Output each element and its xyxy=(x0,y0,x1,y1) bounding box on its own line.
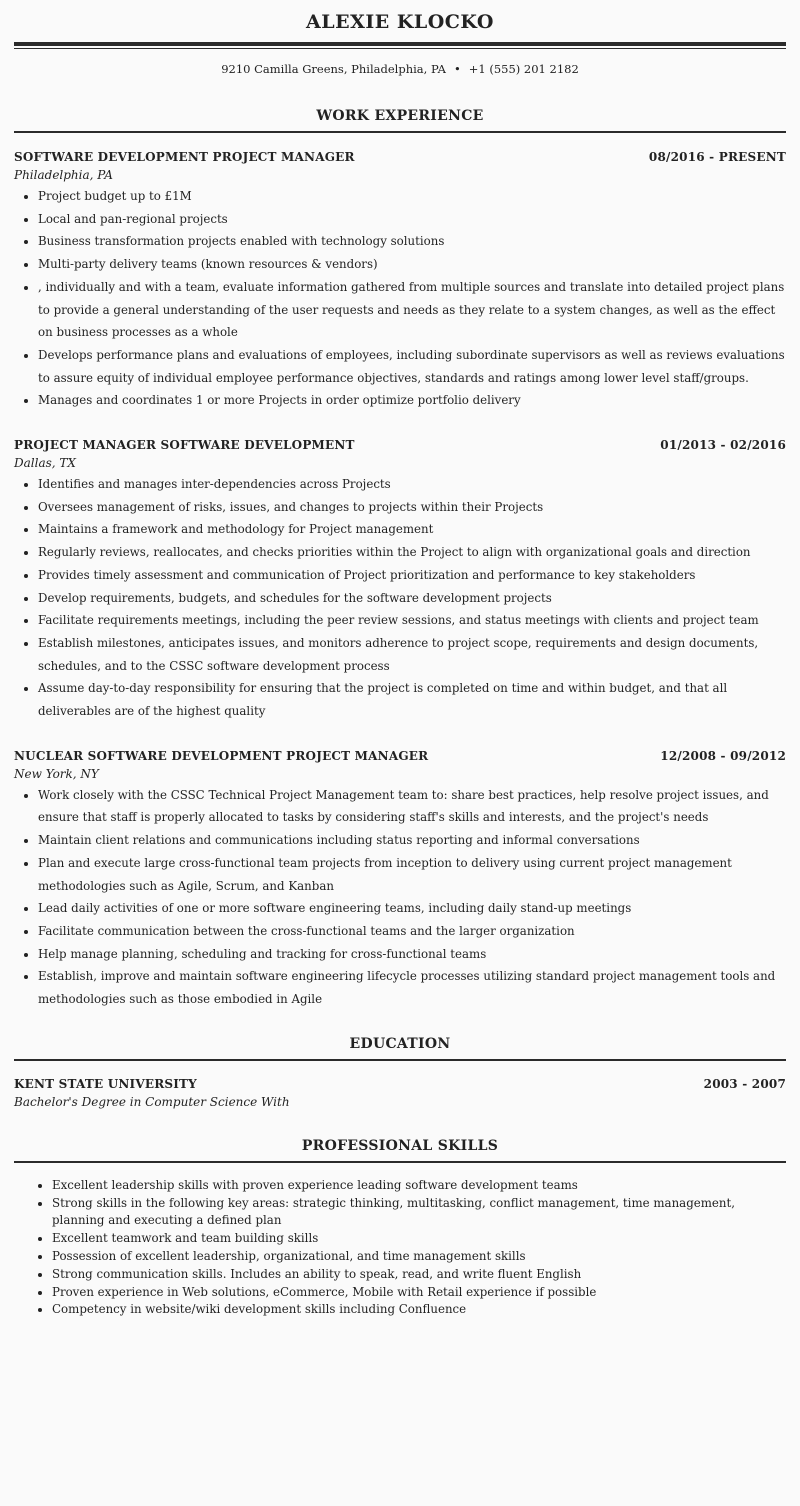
section-title-education: EDUCATION xyxy=(349,1035,451,1052)
contact-separator: • xyxy=(453,62,461,76)
duty-item: • Manages and coordinates 1 or more Projects in order optimize portfolio delivery xyxy=(38,389,786,412)
skill-item: • Strong communication skills. Includes an ability to speak, read, and write fluent English xyxy=(52,1266,786,1284)
job-header xyxy=(14,437,786,453)
phone: +1 (555) 201 2182 xyxy=(468,62,579,76)
education-section xyxy=(14,1035,786,1110)
header-rule-thin xyxy=(14,48,786,49)
skill-item: • Competency in website/wiki development skills including Confluence xyxy=(52,1301,786,1319)
job-header xyxy=(14,149,786,165)
job-entry xyxy=(14,437,786,723)
work-experience-section xyxy=(14,107,786,1011)
job-location: Philadelphia, PA xyxy=(14,168,113,182)
education-entry-header xyxy=(14,1076,786,1092)
skill-item: • Excellent leadership skills with proven experience leading software development teams xyxy=(52,1177,786,1195)
skill-item: • Strong skills in the following key areas: strategic thinking, multitasking, conflict management, time management, planning and executing a defined plan xyxy=(52,1195,786,1231)
degree: Bachelor's Degree in Computer Science With xyxy=(14,1094,290,1109)
duty-item: • Project budget up to £1M xyxy=(38,185,786,208)
duty-list xyxy=(14,473,786,723)
skills-section xyxy=(14,1137,786,1319)
duty-item: • Facilitate communication between the cross-functional teams and the larger organization xyxy=(38,920,786,943)
section-rule xyxy=(14,1161,786,1163)
duty-item: • Regularly reviews, reallocates, and checks priorities within the Project to align with organizational goals and direction xyxy=(38,541,786,564)
duty-item: • Develop requirements, budgets, and schedules for the software development projects xyxy=(38,587,786,610)
education-dates: 2003 - 2007 xyxy=(703,1076,786,1091)
job-entry xyxy=(14,149,786,412)
job-dates: 08/2016 - PRESENT xyxy=(648,150,786,164)
duty-item: • Work closely with the CSSC Technical Project Management team to: share best practices, help resolve project issues, and ensure that staff is properly allocated to tasks by considering staff's skills and interests, and the project's needs xyxy=(38,784,786,829)
duty-list xyxy=(14,784,786,1011)
job-title: PROJECT MANAGER SOFTWARE DEVELOPMENT xyxy=(14,438,355,453)
duty-item: • Multi-party delivery teams (known resources & vendors) xyxy=(38,253,786,276)
duty-item: • Assume day-to-day responsibility for ensuring that the project is completed on time and within budget, and that all deliverables are of the highest quality xyxy=(38,677,786,722)
job-location: New York, NY xyxy=(14,766,99,781)
section-title-professional-skills: PROFESSIONAL SKILLS xyxy=(301,1137,499,1154)
duty-item: • Identifies and manages inter-dependencies across Projects xyxy=(38,473,786,496)
duty-item: • Maintain client relations and communications including status reporting and informal conversations xyxy=(38,829,786,852)
duty-item: • Business transformation projects enabled with technology solutions xyxy=(38,230,786,253)
duty-item: • Establish milestones, anticipates issues, and monitors adherence to project scope, requirements and design documents, schedules, and to the CSSC software development process xyxy=(38,632,786,677)
skill-item: • Proven experience in Web solutions, eCommerce, Mobile with Retail experience if possible xyxy=(52,1284,786,1302)
section-rule xyxy=(14,131,786,133)
job-dates: 01/2013 - 02/2016 xyxy=(660,438,786,453)
job-title: SOFTWARE DEVELOPMENT PROJECT MANAGER xyxy=(14,150,355,164)
duty-item: • Develops performance plans and evaluations of employees, including subordinate supervisors as well as reviews evaluations to assure equity of individual employee performance objectives, standards and ratings among lower level staff/groups. xyxy=(38,344,786,389)
duty-item: • Plan and execute large cross-functional team projects from inception to delivery using current project management methodologies such as Agile, Scrum, and Kanban xyxy=(38,852,786,897)
duty-item: • Help manage planning, scheduling and tracking for cross-functional teams xyxy=(38,943,786,966)
skills-list xyxy=(14,1177,786,1319)
job-title: NUCLEAR SOFTWARE DEVELOPMENT PROJECT MANAGER xyxy=(14,748,429,763)
duty-item: • Oversees management of risks, issues, and changes to projects within their Projects xyxy=(38,496,786,519)
duty-item: • Facilitate requirements meetings, including the peer review sessions, and status meetings with clients and project team xyxy=(38,609,786,632)
section-title-work-experience: WORK EXPERIENCE xyxy=(316,108,484,124)
duty-item: • Maintains a framework and methodology for Project management xyxy=(38,518,786,541)
duty-item: • Local and pan-regional projects xyxy=(38,208,786,231)
duty-item: • Provides timely assessment and communication of Project prioritization and performance to key stakeholders xyxy=(38,564,786,587)
candidate-name: ALEXIE KLOCKO xyxy=(306,11,494,33)
job-list xyxy=(14,149,786,1011)
contact-line xyxy=(14,61,786,77)
skill-item: • Possession of excellent leadership, organizational, and time management skills xyxy=(52,1248,786,1266)
job-dates: 12/2008 - 09/2012 xyxy=(660,748,786,763)
job-entry xyxy=(14,748,786,1011)
duty-item: • Lead daily activities of one or more software engineering teams, including daily stand-up meetings xyxy=(38,897,786,920)
job-header xyxy=(14,748,786,764)
job-location: Dallas, TX xyxy=(14,456,76,471)
duty-list xyxy=(14,185,786,412)
school-name: KENT STATE UNIVERSITY xyxy=(14,1076,197,1091)
duty-item: • , individually and with a team, evaluate information gathered from multiple sources and translate into detailed project plans to provide a general understanding of the user requests and needs as they relate to a system changes, as well as the effect on business processes as a whole xyxy=(38,276,786,344)
address: 9210 Camilla Greens, Philadelphia, PA xyxy=(221,62,446,76)
duty-item: • Establish, improve and maintain software engineering lifecycle processes utilizing standard project management tools and methodologies such as those embodied in Agile xyxy=(38,965,786,1010)
skill-item: • Excellent teamwork and team building skills xyxy=(52,1230,786,1248)
header-rule-thick xyxy=(14,42,786,46)
section-rule xyxy=(14,1059,786,1061)
